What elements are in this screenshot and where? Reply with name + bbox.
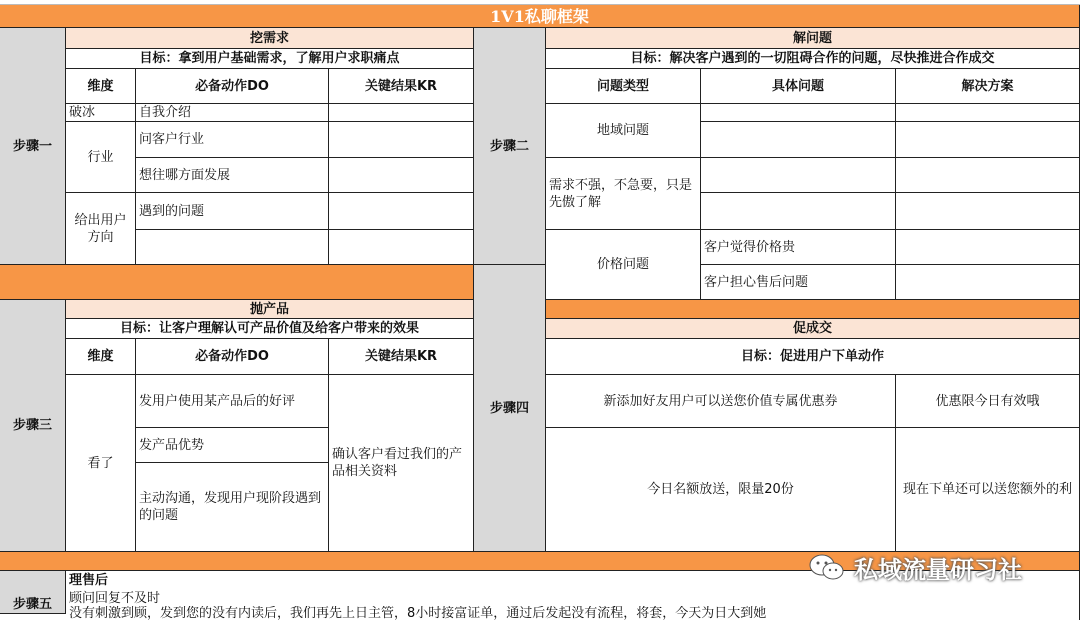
- step2-section-title: 解问题: [546, 28, 1080, 49]
- step2-solution-cell: [896, 122, 1080, 158]
- step3-result: 确认客户看过我们的产品相关资料: [329, 375, 474, 552]
- step3-action-advantages: 发产品优势: [136, 428, 329, 463]
- step3-header-kr: 关键结果KR: [329, 339, 474, 375]
- step5-line2: 没有刺激到顾，发到您的没有内读后，我们再先上日主管，8小时接富证单，通过后发起没有流程，将套，今天为日大到她: [66, 606, 1080, 620]
- step2-issue-cell: [701, 104, 896, 122]
- step4-offer-coupon: 新添加好友用户可以送您价值专属优惠券: [546, 375, 896, 428]
- step3-dimension-viewed: 看了: [66, 375, 136, 552]
- step2-type-region: 地域问题: [546, 104, 701, 158]
- step5-section-title: 理售后: [66, 571, 1080, 590]
- step3-label: 步骤三: [0, 300, 66, 552]
- step4-label: 步骤四: [474, 265, 546, 552]
- step2-issue-cell: [701, 193, 896, 230]
- step1-header-dimension: 维度: [66, 69, 136, 104]
- step2-issue-aftersales: 客户担心售后问题: [701, 265, 896, 300]
- step2-solution-cell: [896, 104, 1080, 122]
- step5-label: 步骤五: [0, 571, 66, 614]
- step2-solution-cell: [896, 265, 1080, 300]
- step4-offer-limited: 今日名额放送，限量20份: [546, 428, 896, 552]
- step1-label: 步骤一: [0, 28, 66, 265]
- step2-goal: 目标：解决客户遇到的一切阻碍合作的问题，尽快推进合作成交: [546, 49, 1080, 69]
- step1-header-do: 必备动作DO: [136, 69, 329, 104]
- step1-action-empty: [136, 230, 329, 265]
- step1-action-direction: 想往哪方面发展: [136, 158, 329, 193]
- step1-kr-cell: [329, 104, 474, 122]
- step2-header-issue: 具体问题: [701, 69, 896, 104]
- step2-issue-expensive: 客户觉得价格贵: [701, 230, 896, 265]
- step5-line1: 顾问回复不及时: [66, 590, 1080, 606]
- step4-offer-bonus: 现在下单还可以送您额外的利: [896, 428, 1080, 552]
- step2-header-type: 问题类型: [546, 69, 701, 104]
- step1-action-intro: 自我介绍: [136, 104, 329, 122]
- step3-action-communicate: 主动沟通，发现用户现阶段遇到的问题: [136, 463, 329, 552]
- step1-section-title: 挖需求: [66, 28, 474, 49]
- step2-solution-cell: [896, 158, 1080, 193]
- step3-goal: 目标：让客户理解认可产品价值及给客户带来的效果: [66, 319, 474, 339]
- step2-type-weak-demand: 需求不强，不急要，只是先傲了解: [546, 158, 701, 230]
- watermark-text: 私域流量研习社: [854, 556, 1022, 584]
- page-title: 1V1私聊框架: [0, 5, 1080, 28]
- step2-issue-cell: [701, 158, 896, 193]
- step1-kr-cell: [329, 158, 474, 193]
- section-separator: [546, 300, 1080, 319]
- step3-action-reviews: 发用户使用某产品后的好评: [136, 375, 329, 428]
- step1-kr-cell: [329, 193, 474, 230]
- step4-goal: 目标：促进用户下单动作: [546, 339, 1080, 375]
- step1-action-problem: 遇到的问题: [136, 193, 329, 230]
- step2-header-solution: 解决方案: [896, 69, 1080, 104]
- step1-action-industry: 问客户行业: [136, 122, 329, 158]
- step2-solution-cell: [896, 193, 1080, 230]
- step1-goal: 目标：拿到用户基础需求，了解用户求职痛点: [66, 49, 474, 69]
- step3-section-title: 抛产品: [66, 300, 474, 319]
- step3-header-dimension: 维度: [66, 339, 136, 375]
- step4-offer-today: 优惠限今日有效哦: [896, 375, 1080, 428]
- step1-group-direction: 给出用户方向: [66, 193, 136, 265]
- step1-group-icebreak: 破冰: [66, 104, 136, 122]
- watermark: [808, 550, 1022, 585]
- section-separator: [0, 265, 474, 300]
- step4-section-title: 促成交: [546, 319, 1080, 339]
- step2-solution-cell: [896, 230, 1080, 265]
- wechat-icon: [808, 553, 846, 583]
- step1-kr-cell: [329, 230, 474, 265]
- step1-kr-cell: [329, 122, 474, 158]
- step1-header-kr: 关键结果KR: [329, 69, 474, 104]
- step2-type-price: 价格问题: [546, 230, 701, 300]
- step1-group-industry: 行业: [66, 122, 136, 193]
- step3-header-do: 必备动作DO: [136, 339, 329, 375]
- step2-issue-cell: [701, 122, 896, 158]
- step2-label: 步骤二: [474, 28, 546, 265]
